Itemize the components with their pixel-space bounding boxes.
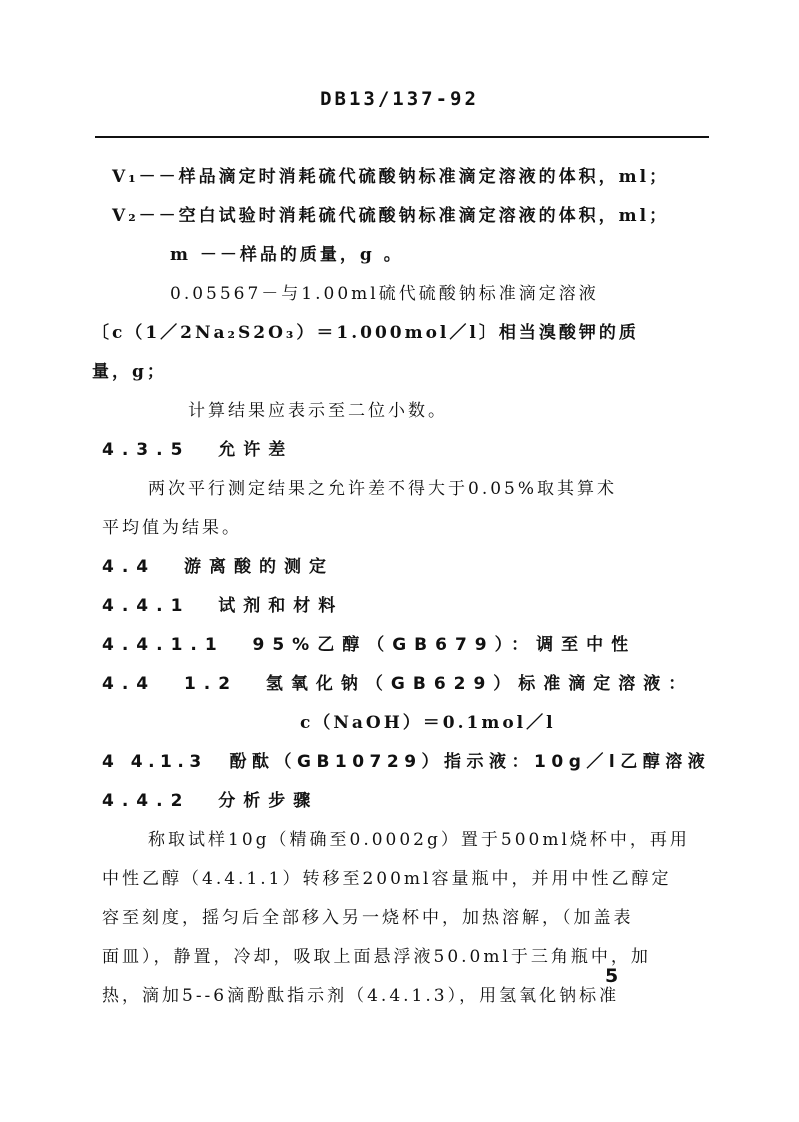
procedure-line-3: 容至刻度，摇匀后全部移入另一烧杯中，加热溶解，（加盖表 — [102, 908, 634, 928]
procedure-line-4: 面皿），静置，冷却，吸取上面悬浮液50.0ml于三角瓶中，加 — [102, 947, 651, 967]
definition-v2: V₂－－空白试验时消耗硫代硫酸钠标准滴定溶液的体积，ml； — [112, 206, 670, 226]
definition-constant-cont: 〔c（1／2Na₂S2O₃）＝1.000mol／l〕相当溴酸钾的质 — [92, 323, 639, 343]
page-number: 5 — [605, 965, 619, 987]
item-4-4-1-2: 4.4 1.2 氢氧化钠（GB629）标准滴定溶液： — [102, 674, 694, 694]
definition-constant: 0.05567－与1.00ml硫代硫酸钠标准滴定溶液 — [170, 284, 599, 304]
procedure-line-1: 称取试样10g（精确至0.0002g）置于500ml烧杯中，再用 — [148, 830, 690, 850]
procedure-line-5: 热，滴加5--6滴酚酞指示剂（4.4.1.3），用氢氧化钠标准 — [102, 986, 620, 1006]
section-heading-4-4-2: 4.4.2 分析步骤 — [102, 791, 319, 811]
item-4-4-1-3: 4 4.1.3 酚酞（GB10729）指示液：10g／l乙醇溶液 — [102, 752, 711, 772]
definition-constant-end: 量，g； — [92, 362, 167, 382]
section-heading-4-3-5: 4.3.5 允许差 — [102, 440, 294, 460]
paragraph-tolerance-cont: 平均值为结果。 — [102, 518, 242, 538]
concentration-formula: c（NaOH）＝0.1mol／l — [300, 713, 556, 733]
section-heading-4-4: 4.4 游离酸的测定 — [102, 557, 334, 577]
procedure-line-2: 中性乙醇（4.4.1.1）转移至200ml容量瓶中，并用中性乙醇定 — [102, 869, 672, 889]
section-heading-4-4-1: 4.4.1 试剂和材料 — [102, 596, 344, 616]
definition-v1: V₁－－样品滴定时消耗硫代硫酸钠标准滴定溶液的体积，ml； — [112, 167, 670, 187]
document-code-header: DB13/137-92 — [320, 88, 479, 110]
paragraph-tolerance: 两次平行测定结果之允许差不得大于0.05%取其算术 — [148, 479, 618, 499]
calculation-note: 计算结果应表示至二位小数。 — [188, 401, 448, 421]
definition-m: m －－样品的质量，g 。 — [170, 245, 404, 265]
header-rule — [95, 136, 709, 138]
item-4-4-1-1: 4.4.1.1 95%乙醇（GB679）：调至中性 — [102, 635, 637, 655]
